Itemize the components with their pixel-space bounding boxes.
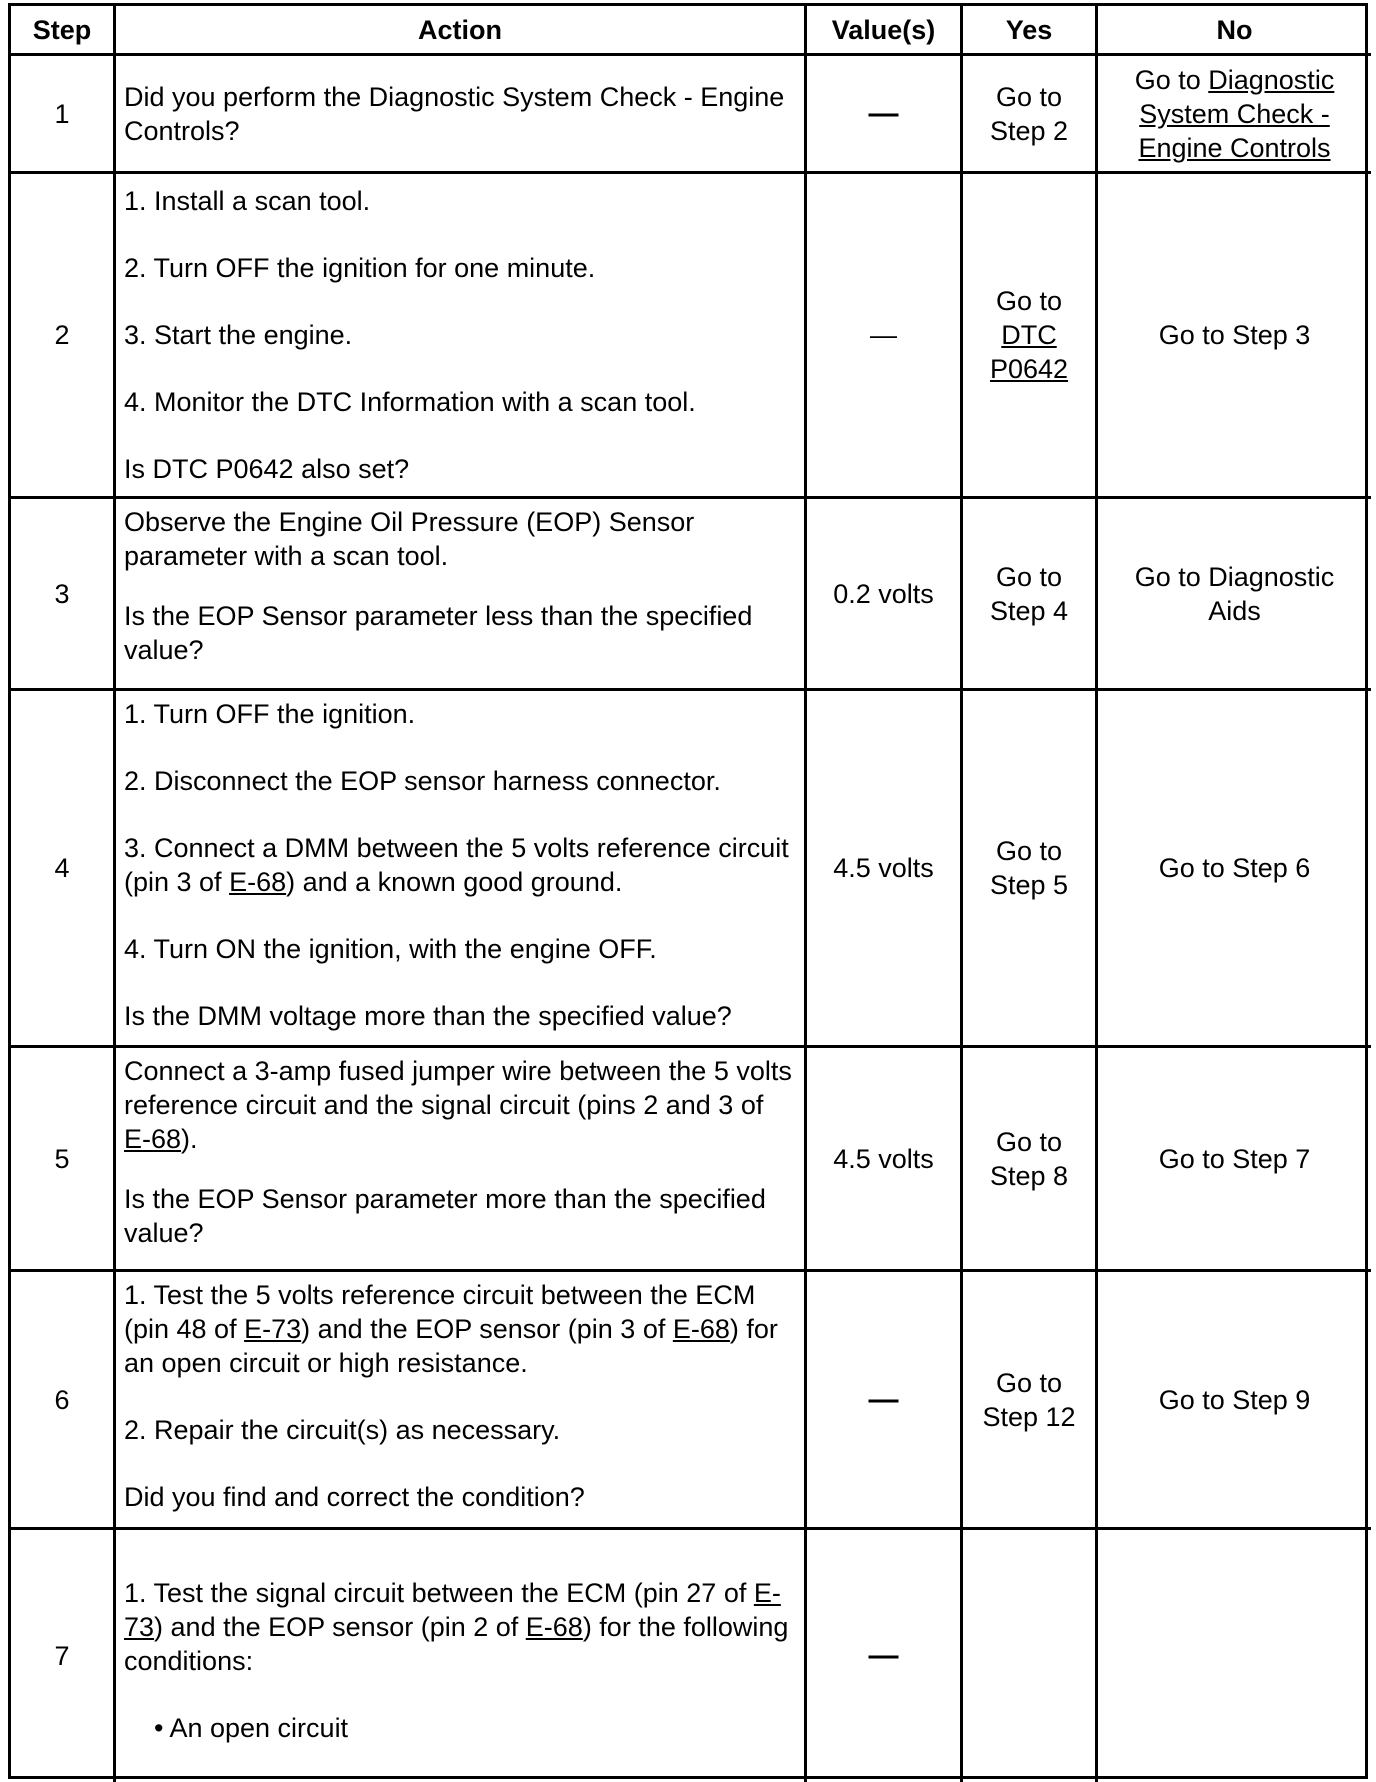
action-text: 2. Turn OFF the ignition for one minute. xyxy=(124,253,596,283)
step-number: 5 xyxy=(11,1048,116,1272)
value-cell: 4.5 volts xyxy=(807,691,963,1048)
action-text: Observe the Engine Oil Pressure (EOP) Sensor parameter with a scan tool. xyxy=(124,507,695,571)
action-cell xyxy=(116,1530,807,1782)
header-step: Step xyxy=(11,6,116,56)
e-73-link[interactable]: E-73 xyxy=(124,1578,781,1642)
action-text: 4. Monitor the DTC Information with a scan tool. xyxy=(124,387,696,417)
action-text-part: ) and the EOP sensor (pin 2 of xyxy=(154,1612,526,1642)
e-73-link[interactable]: E-73 xyxy=(244,1314,302,1344)
no-cell: Go to Diagnostic Aids xyxy=(1098,499,1371,691)
yes-cell xyxy=(963,174,1098,499)
step-number: 3 xyxy=(11,499,116,691)
header-action: Action xyxy=(116,6,807,56)
action-text: Is the EOP Sensor parameter less than the specified value? xyxy=(124,601,753,665)
e-68-link[interactable]: E-68 xyxy=(124,1124,182,1154)
yes-prefix: Go to xyxy=(995,286,1063,316)
action-text: Is DTC P0642 also set? xyxy=(124,454,410,484)
action-text: 1. Install a scan tool. xyxy=(124,186,371,216)
action-text xyxy=(124,1054,794,1156)
action-text-part: 1. Test the signal circuit between the ECM (pin 27 of xyxy=(124,1578,754,1608)
diagnostic-system-check-link[interactable]: Diagnostic System Check - Engine Controls xyxy=(1138,64,1335,163)
value-cell: — xyxy=(807,1272,963,1530)
action-text: 2. Repair the circuit(s) as necessary. xyxy=(124,1415,561,1445)
action-cell xyxy=(116,691,807,1048)
action-cell xyxy=(116,1048,807,1272)
yes-cell: Go to Step 12 xyxy=(963,1272,1098,1530)
step-number: 1 xyxy=(11,56,116,174)
action-text: 1. Turn OFF the ignition. xyxy=(124,699,416,729)
no-cell: Go to Step 9 xyxy=(1098,1272,1371,1530)
action-cell xyxy=(116,1272,807,1530)
e-68-link[interactable]: E-68 xyxy=(229,867,287,897)
no-prefix: Go to xyxy=(1134,64,1201,95)
dtc-p0642-link[interactable]: DTC P0642 xyxy=(989,320,1069,384)
action-text-part: 3. Connect a DMM between the 5 volts reference circuit (pin 3 of xyxy=(124,833,789,897)
action-text xyxy=(124,1576,794,1678)
action-cell xyxy=(116,56,807,174)
action-text-part: ). xyxy=(181,1124,198,1154)
action-text-part: ) for the following conditions: xyxy=(124,1612,789,1676)
action-text xyxy=(124,831,794,899)
yes-cell xyxy=(963,1530,1098,1782)
value-cell: 4.5 volts xyxy=(807,1048,963,1272)
action-text: 3. Start the engine. xyxy=(124,320,353,350)
action-text-part: ) for an open circuit or high resistance. xyxy=(124,1314,778,1378)
yes-cell: Go to Step 4 xyxy=(963,499,1098,691)
step-number: 6 xyxy=(11,1272,116,1530)
no-cell: Go to Step 7 xyxy=(1098,1048,1371,1272)
action-text-part: Connect a 3-amp fused jumper wire between the 5 volts reference circuit and the signal circuit (pins 2 and 3 of xyxy=(124,1056,792,1120)
bullet-item: • An open circuit xyxy=(154,1713,349,1743)
diagnostic-table xyxy=(8,3,1368,1779)
no-cell xyxy=(1098,1530,1371,1782)
action-cell xyxy=(116,174,807,499)
yes-cell: Go to Step 5 xyxy=(963,691,1098,1048)
action-text: Did you perform the Diagnostic System Check - Engine Controls? xyxy=(124,81,785,146)
value-cell: — xyxy=(807,174,963,499)
action-text: 4. Turn ON the ignition, with the engine OFF. xyxy=(124,934,657,964)
step-number: 7 xyxy=(11,1530,116,1782)
action-text: Is the DMM voltage more than the specified value? xyxy=(124,1001,732,1031)
action-text: 2. Disconnect the EOP sensor harness connector. xyxy=(124,766,721,796)
step-number: 2 xyxy=(11,174,116,499)
action-text-part: ) and a known good ground. xyxy=(286,867,623,897)
action-text xyxy=(124,1278,794,1380)
e-68-link[interactable]: E-68 xyxy=(672,1314,730,1344)
action-text-part: 1. Test the 5 volts reference circuit between the ECM (pin 48 of xyxy=(124,1280,756,1344)
action-cell xyxy=(116,499,807,691)
action-text-part: ) and the EOP sensor (pin 3 of xyxy=(301,1314,673,1344)
header-yes: Yes xyxy=(963,6,1098,56)
step-number: 4 xyxy=(11,691,116,1048)
action-text: Did you find and correct the condition? xyxy=(124,1482,585,1512)
header-no: No xyxy=(1098,6,1371,56)
no-cell xyxy=(1098,56,1371,174)
value-cell: — xyxy=(807,56,963,174)
value-cell: — xyxy=(807,1530,963,1782)
yes-cell: Go to Step 8 xyxy=(963,1048,1098,1272)
yes-cell: Go to Step 2 xyxy=(963,56,1098,174)
e-68-link[interactable]: E-68 xyxy=(525,1612,583,1642)
value-cell: 0.2 volts xyxy=(807,499,963,691)
action-text: Is the EOP Sensor parameter more than the specified value? xyxy=(124,1184,766,1248)
no-cell: Go to Step 6 xyxy=(1098,691,1371,1048)
no-cell: Go to Step 3 xyxy=(1098,174,1371,499)
header-values: Value(s) xyxy=(807,6,963,56)
